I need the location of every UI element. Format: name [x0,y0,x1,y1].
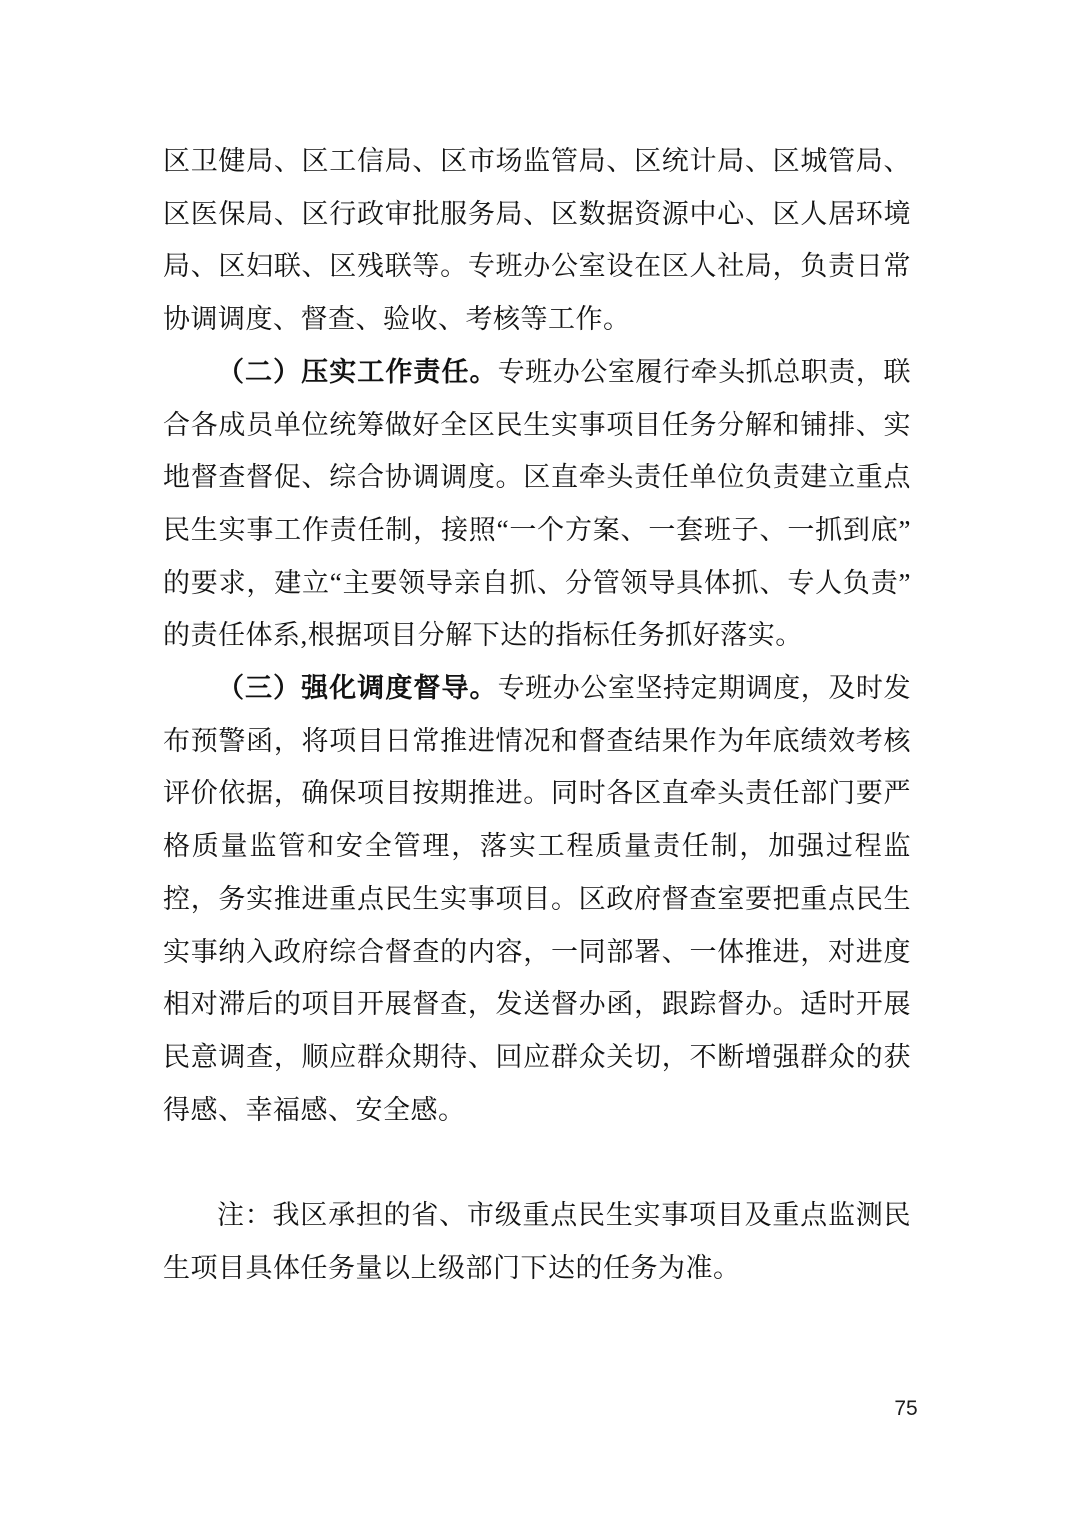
page-number: 75 [894,1397,918,1420]
section-3-body: 专班办公室坚持定期调度，及时发布预警函，将项目日常推进情况和督查结果作为年底绩效考核评价依据，确保项目按期推进。同时各区直牵头责任部门要严格质量监管和安全管理，落实工程质量责任制，加强过程监控，务实推进重点民生实事项目。区政府督查室要把重点民生实事纳入政府综合督查的内容，一同部署、一体推进，对进度相对滞后的项目开展督查，发送督办函，跟踪督办。适时开展民意调查，顺应群众期待、回应群众关切，不断增强群众的获得感、幸福感、安全感。 [163,673,911,1125]
document-text-block [163,135,911,1294]
paragraph-note: 注：我区承担的省、市级重点民生实事项目及重点监测民生项目具体任务量以上级部门下达的任务为准。 [163,1200,911,1283]
section-2-heading: （二）压实工作责任。 [217,356,498,387]
section-2-body: 专班办公室履行牵头抓总职责，联合各成员单位统筹做好全区民生实事项目任务分解和铺排、实地督查督促、综合协调调度。区直牵头责任单位负责建立重点民生实事工作责任制，接照“一个方案、一套班子、一抓到底”的要求，建立“主要领导亲自抓、分管领导具体抓、专人负责”的责任体系,根据项目分解下达的指标任务抓好落实。 [163,356,911,651]
section-3-heading: （三）强化调度督导。 [217,673,498,704]
paragraph-section-2 [163,346,911,662]
paragraph-section-3 [163,662,911,1136]
paragraph-continuation: 区卫健局、区工信局、区市场监管局、区统计局、区城管局、区医保局、区行政审批服务局、区数据资源中心、区人居环境局、区妇联、区残联等。专班办公室设在区人社局，负责日常协调调度、督查、验收、考核等工作。 [163,146,911,335]
